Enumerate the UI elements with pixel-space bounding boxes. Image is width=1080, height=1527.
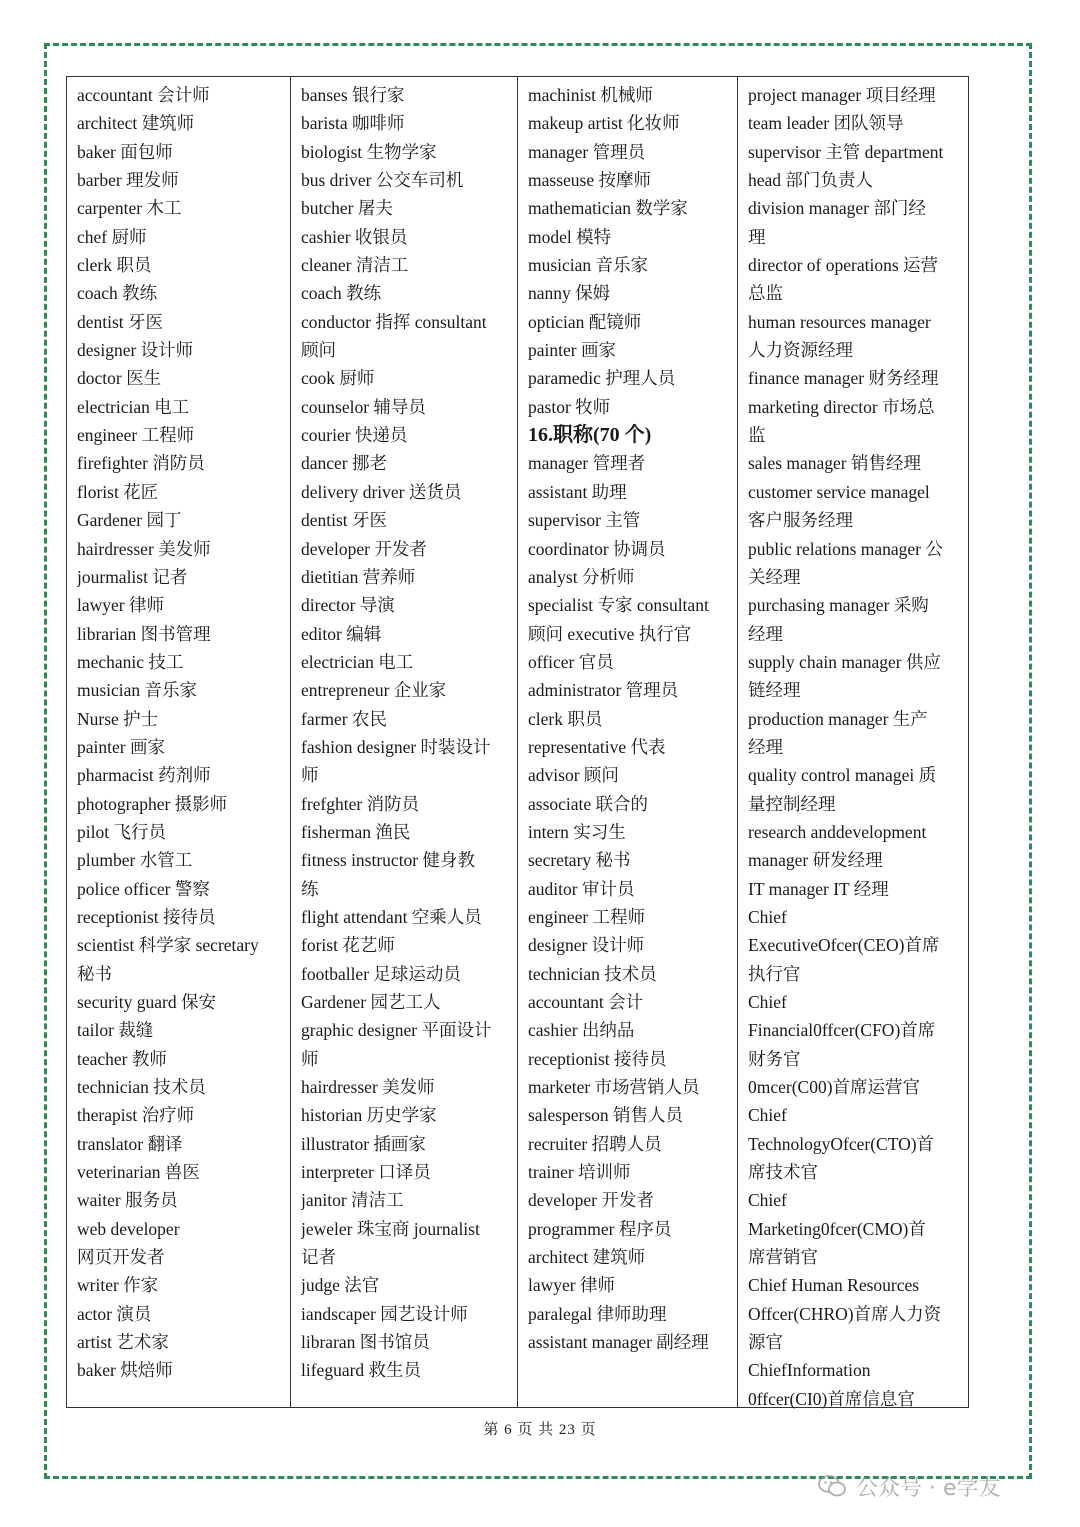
vocab-entry: 监 [748, 425, 766, 446]
vocab-entry: team leader 团队领导 [748, 113, 904, 134]
vocab-entry: Nurse 护士 [77, 708, 159, 729]
vocab-entry: iandscaper 园艺设计师 [301, 1303, 468, 1324]
vocab-entry: dancer 挪老 [301, 453, 388, 474]
vocab-entry: bus driver 公交车司机 [301, 170, 464, 191]
vocab-entry: clerk 职员 [528, 708, 603, 729]
vocab-entry: developer 开发者 [301, 538, 427, 559]
vocab-entry: marketing director 市场总 [748, 396, 935, 417]
vocab-entry: 席技术官 [748, 1162, 818, 1183]
vocab-entry: 财务官 [748, 1048, 801, 1069]
vocab-entry: Financial0ffcer(CFO)首席 [748, 1020, 936, 1041]
vocab-entry: IT manager IT 经理 [748, 878, 889, 899]
vocabulary-table [66, 76, 969, 1408]
vocab-entry: research anddevelopment [748, 821, 927, 842]
vocab-entry: clerk 职员 [77, 255, 152, 276]
vocab-entry: administrator 管理员 [528, 680, 679, 701]
vocab-entry: barber 理发师 [77, 170, 179, 191]
vocab-entry: teacher 教师 [77, 1048, 167, 1069]
vocab-entry: chef 厨师 [77, 226, 147, 247]
vocab-entry: carpenter 木工 [77, 198, 182, 219]
vocab-entry: 理 [748, 226, 766, 247]
vocab-entry: receptionist 接待员 [528, 1048, 667, 1069]
vocab-entry: coordinator 协调员 [528, 538, 666, 559]
vocab-entry: optician 配镜师 [528, 311, 642, 332]
vocab-entry: pharmacist 药剂师 [77, 765, 211, 786]
vocab-entry: Chief [748, 906, 787, 927]
vocab-entry: cashier 收银员 [301, 226, 408, 247]
vocab-entry: 量控制经理 [748, 793, 836, 814]
vocab-entry: Chief Human Resources [748, 1275, 920, 1296]
vocab-entry: 秘书 [77, 963, 112, 984]
vocab-entry: trainer 培训师 [528, 1162, 631, 1183]
vocab-entry: supervisor 主管 department [748, 141, 944, 162]
vocab-entry: florist 花匠 [77, 481, 159, 502]
vocab-entry: 经理 [748, 736, 783, 757]
vocab-entry: dentist 牙医 [77, 311, 164, 332]
vocab-entry: representative 代表 [528, 736, 666, 757]
vocab-entry: graphic designer 平面设计 [301, 1020, 492, 1041]
vocab-entry: 0ffcer(CI0)首席信息官 [748, 1388, 915, 1409]
vocab-entry: manager 管理者 [528, 453, 646, 474]
vocab-entry: tailor 裁缝 [77, 1020, 154, 1041]
vocab-entry: 人力资源经理 [748, 340, 853, 361]
table-column-3 [518, 77, 738, 1407]
vocab-entry: lawyer 律师 [77, 595, 164, 616]
vocab-entry: developer 开发者 [528, 1190, 654, 1211]
vocab-entry: supply chain manager 供应 [748, 651, 941, 672]
vocab-entry: Chief [748, 1105, 787, 1126]
vocab-entry: Offcer(CHRO)首席人力资 [748, 1303, 942, 1324]
vocab-entry: Gardener 园艺工人 [301, 992, 441, 1012]
vocab-entry: dentist 牙医 [301, 510, 388, 531]
vocab-entry: 0mcer(C00)首席运营官 [748, 1077, 921, 1098]
vocab-entry: advisor 顾问 [528, 765, 619, 786]
vocab-entry: assistant manager 副经理 [528, 1332, 709, 1353]
vocab-entry: police officer 警察 [77, 878, 210, 899]
vocab-entry: auditor 审计员 [528, 878, 635, 899]
vocab-entry: Chief [748, 992, 787, 1012]
vocab-entry: accountant 会计师 [77, 85, 210, 105]
vocab-entry: public relations manager 公 [748, 538, 943, 559]
vocab-entry: Marketing0fcer(CMO)首 [748, 1218, 926, 1239]
vocab-entry: courier 快递员 [301, 425, 408, 446]
vocab-entry: fisherman 渔民 [301, 821, 411, 842]
vocab-entry: programmer 程序员 [528, 1218, 672, 1239]
vocab-entry: firefighter 消防员 [77, 453, 205, 474]
vocab-entry: project manager 项目经理 [748, 85, 936, 105]
vocab-entry: TechnologyOfcer(CTO)首 [748, 1133, 935, 1154]
vocab-entry: production manager 生产 [748, 708, 928, 729]
page-number: 第 6 页 共 23 页 [483, 1422, 597, 1438]
vocab-entry: recruiter 招聘人员 [528, 1133, 662, 1154]
vocab-entry: conductor 指挥 consultant [301, 311, 487, 332]
vocab-entry: 总监 [748, 283, 783, 304]
vocab-entry: engineer 工程师 [77, 425, 195, 446]
vocab-entry: 经理 [748, 623, 783, 644]
vocab-entry: pilot 飞行员 [77, 821, 166, 842]
vocab-entry: historian 历史学家 [301, 1105, 437, 1126]
vocab-entry: makeup artist 化妆师 [528, 113, 680, 134]
vocab-entry: librarian 图书管理 [77, 623, 211, 644]
vocab-entry: mathematician 数学家 [528, 198, 688, 219]
vocab-entry: 源官 [748, 1332, 783, 1353]
vocab-entry: finance manager 财务经理 [748, 368, 939, 389]
vocab-entry: accountant 会计 [528, 992, 644, 1012]
vocab-entry: barista 咖啡师 [301, 113, 405, 134]
vocab-entry: supervisor 主管 [528, 510, 641, 531]
vocab-entry: coach 教练 [301, 283, 382, 304]
vocab-entry: salesperson 销售人员 [528, 1105, 684, 1126]
vocab-entry: analyst 分析师 [528, 566, 635, 587]
vocab-entry: footballer 足球运动员 [301, 963, 461, 984]
vocab-entry: director of operations 运营 [748, 255, 939, 276]
vocab-entry: baker 烘焙师 [77, 1360, 173, 1381]
vocab-entry: judge 法官 [301, 1275, 380, 1296]
vocab-entry: 练 [301, 878, 319, 899]
vocab-entry: engineer 工程师 [528, 906, 646, 927]
wechat-icon [818, 1475, 846, 1497]
section-heading: 16.职称(70 个) [528, 424, 652, 447]
vocab-entry: machinist 机械师 [528, 85, 653, 105]
vocab-entry: lifeguard 救生员 [301, 1360, 422, 1381]
vocab-entry: 网页开发者 [77, 1247, 165, 1268]
vocab-entry: assistant 助理 [528, 481, 627, 502]
vocab-entry: baker 面包师 [77, 141, 173, 162]
vocab-entry: 顾问 [301, 340, 336, 361]
vocab-entry: mechanic 技工 [77, 651, 184, 672]
vocab-entry: customer service managel [748, 481, 930, 502]
vocab-entry: plumber 水管工 [77, 850, 193, 871]
vocab-entry: 链经理 [748, 680, 801, 701]
vocab-entry: paramedic 护理人员 [528, 368, 676, 389]
vocab-entry: therapist 治疗师 [77, 1105, 195, 1126]
vocab-entry: 执行官 [748, 963, 801, 984]
vocab-entry: biologist 生物学家 [301, 141, 437, 162]
vocab-entry: flight attendant 空乘人员 [301, 906, 482, 927]
vocab-entry: 关经理 [748, 566, 801, 587]
vocab-entry: web developer [77, 1218, 180, 1239]
vocab-entry: head 部门负责人 [748, 170, 873, 191]
vocab-entry: designer 设计师 [77, 340, 194, 361]
vocab-entry: janitor 清洁工 [301, 1190, 404, 1211]
vocab-entry: quality control managei 质 [748, 765, 937, 786]
vocab-entry: forist 花艺师 [301, 935, 395, 956]
vocab-entry: nanny 保姆 [528, 283, 611, 304]
vocab-entry: electrician 电工 [77, 396, 190, 417]
vocab-entry: technician 技术员 [528, 963, 657, 984]
vocab-entry: model 模特 [528, 226, 612, 247]
vocab-entry: butcher 屠夫 [301, 198, 393, 219]
vocab-entry: musician 音乐家 [528, 255, 649, 276]
watermark-text: 公众号 · e学友 [856, 1475, 1001, 1501]
vocab-entry: coach 教练 [77, 283, 158, 304]
vocab-entry: pastor 牧师 [528, 396, 611, 417]
vocab-entry: ChiefInformation [748, 1360, 871, 1381]
vocab-entry: sales manager 销售经理 [748, 453, 922, 474]
vocab-entry: director 导演 [301, 595, 395, 616]
vocab-entry: cashier 出纳品 [528, 1020, 635, 1041]
vocab-entry: ExecutiveOfcer(CEO)首席 [748, 935, 940, 956]
vocab-entry: waiter 服务员 [77, 1190, 178, 1211]
vocab-entry: purchasing manager 采购 [748, 595, 929, 616]
vocab-entry: painter 画家 [528, 340, 616, 361]
vocab-entry: illustrator 插画家 [301, 1133, 426, 1154]
vocab-entry: specialist 专家 consultant [528, 595, 709, 616]
vocab-entry: lawyer 律师 [528, 1275, 615, 1296]
vocab-entry: artist 艺术家 [77, 1332, 169, 1353]
watermark [818, 1466, 1001, 1506]
vocab-entry: musician 音乐家 [77, 680, 198, 701]
vocab-entry: interpreter 口译员 [301, 1162, 431, 1183]
vocab-entry: manager 管理员 [528, 141, 646, 162]
vocab-entry: editor 编辑 [301, 623, 382, 644]
vocab-entry: fitness instructor 健身教 [301, 850, 476, 871]
vocab-entry: 席营销官 [748, 1247, 818, 1268]
vocab-entry: translator 翻译 [77, 1133, 183, 1154]
vocab-entry: doctor 医生 [77, 368, 162, 389]
vocab-entry: veterinarian 兽医 [77, 1162, 200, 1183]
vocab-entry: hairdresser 美发师 [301, 1077, 435, 1098]
vocab-entry: actor 演员 [77, 1303, 152, 1324]
vocab-entry: entrepreneur 企业家 [301, 680, 447, 701]
vocab-entry: electrician 电工 [301, 651, 414, 672]
vocab-entry: human resources manager [748, 311, 931, 332]
vocab-entry: photographer 摄影师 [77, 793, 228, 814]
vocab-entry: masseuse 按摩师 [528, 170, 651, 191]
vocab-entry: writer 作家 [77, 1275, 159, 1296]
vocab-entry: marketer 市场营销人员 [528, 1077, 700, 1098]
vocab-entry: officer 官员 [528, 651, 614, 672]
vocab-entry: hairdresser 美发师 [77, 538, 211, 559]
vocab-entry: associate 联合的 [528, 793, 649, 814]
vocab-entry: Gardener 园丁 [77, 510, 182, 531]
vocab-entry: 记者 [301, 1247, 336, 1268]
table-column-4 [738, 77, 968, 1407]
vocab-entry: libraran 图书馆员 [301, 1332, 430, 1353]
vocab-entry: designer 设计师 [528, 935, 645, 956]
vocab-entry: architect 建筑师 [528, 1247, 646, 1268]
vocab-entry: cleaner 清洁工 [301, 255, 409, 276]
vocab-entry: division manager 部门经 [748, 198, 926, 219]
vocab-entry: architect 建筑师 [77, 113, 195, 134]
vocab-entry: security guard 保安 [77, 992, 216, 1012]
vocab-entry: banses 银行家 [301, 85, 405, 105]
vocab-entry: jourmalist 记者 [77, 566, 188, 587]
vocab-entry: receptionist 接待员 [77, 906, 216, 927]
table-column-2 [291, 77, 518, 1407]
vocab-entry: paralegal 律师助理 [528, 1303, 667, 1324]
vocab-entry: painter 画家 [77, 736, 165, 757]
vocab-entry: scientist 科学家 secretary [77, 935, 259, 956]
vocab-entry: 师 [301, 765, 319, 786]
vocab-entry: manager 研发经理 [748, 850, 883, 871]
vocab-entry: technician 技术员 [77, 1077, 206, 1098]
vocab-entry: dietitian 营养师 [301, 566, 416, 587]
vocab-entry: farmer 农民 [301, 708, 388, 729]
vocab-entry: Chief [748, 1190, 787, 1211]
vocab-entry: 顾问 executive 执行官 [528, 623, 692, 644]
vocab-entry: secretary 秘书 [528, 850, 631, 871]
vocab-entry: 师 [301, 1048, 319, 1069]
vocab-entry: cook 厨师 [301, 368, 375, 389]
vocab-entry: frefghter 消防员 [301, 793, 420, 814]
vocab-entry: jeweler 珠宝商 journalist [301, 1218, 480, 1239]
vocab-entry: 客户服务经理 [748, 510, 853, 531]
vocab-entry: intern 实习生 [528, 821, 626, 842]
vocab-entry: fashion designer 时装设计 [301, 736, 491, 757]
table-column-1 [67, 77, 291, 1407]
vocab-entry: counselor 辅导员 [301, 396, 426, 417]
vocab-entry: delivery driver 送货员 [301, 481, 462, 502]
